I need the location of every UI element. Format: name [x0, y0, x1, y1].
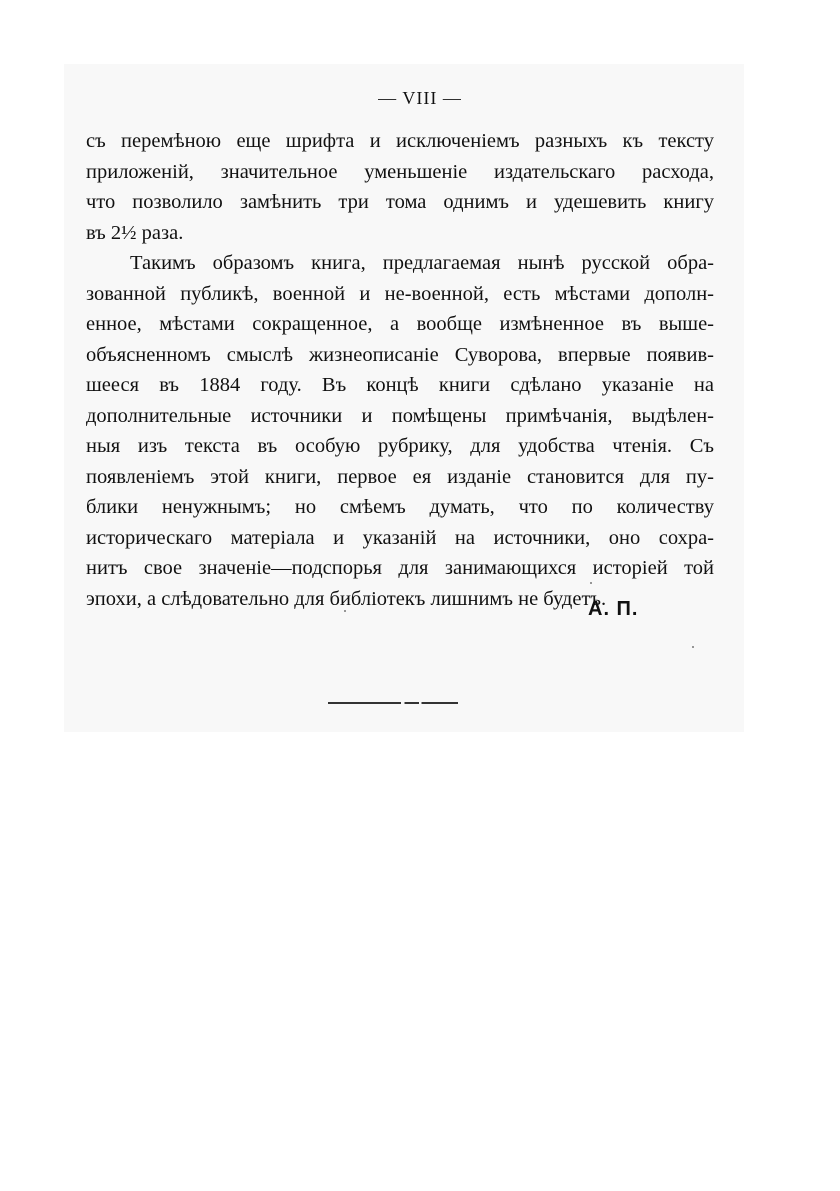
paragraph-2-line-10: историческаго матеріала и указаній на источники, оно сохра-	[86, 526, 714, 549]
paragraph-1-line-1: съ перемѣною еще шрифта и исключеніемъ разныхъ къ тексту	[86, 130, 714, 152]
paragraph-2-line-6: дополнительные источники и помѣщены примѣчанія, выдѣлен-	[86, 404, 714, 427]
print-speck	[692, 646, 694, 648]
paragraph-1-line-4: въ 2½ раза.	[86, 221, 184, 244]
paragraph-2-line-7: ныя изъ текста въ особую рубрику, для удобства чтенія. Съ	[86, 435, 714, 457]
page-number: — VIII —	[378, 88, 462, 108]
paragraph-2-line-12: эпохи, а слѣдовательно для библіотекъ лишнимъ не будетъ.	[86, 587, 607, 610]
end-rule-divider	[328, 702, 458, 704]
author-signature: А. П.	[588, 598, 639, 620]
paragraph-1-line-2: приложеній, значительное уменьшеніе издательскаго расхода,	[86, 160, 714, 183]
paragraph-2-line-8: появленіемъ этой книги, первое ея изданіе становится для пу-	[86, 465, 714, 488]
paragraph-2-line-2: зованной публикѣ, военной и не-военной, есть мѣстами дополн-	[86, 282, 714, 305]
paragraph-1-line-3: что позволило замѣнить три тома однимъ и удешевить книгу	[86, 191, 714, 213]
paragraph-2-line-5: шееся въ 1884 году. Въ концѣ книги сдѣлано указаніе на	[86, 374, 714, 396]
paragraph-2-line-4: объясненномъ смыслѣ жизнеописаніе Суворова, впервые появив-	[86, 343, 714, 366]
paragraph-2-line-3: енное, мѣстами сокращенное, а вообще измѣненное въ выше-	[86, 313, 714, 335]
paragraph-2-line-9: блики ненужнымъ; но смѣемъ думать, что по количеству	[86, 496, 714, 518]
paragraph-2-line-1: Такимъ образомъ книга, предлагаемая нынѣ русской обра-	[130, 252, 714, 274]
print-speck	[344, 610, 346, 612]
print-speck	[590, 582, 592, 584]
body-text	[86, 126, 714, 614]
paragraph-2-line-11: нитъ свое значеніе—подспорья для занимающихся исторіей той	[86, 557, 714, 579]
